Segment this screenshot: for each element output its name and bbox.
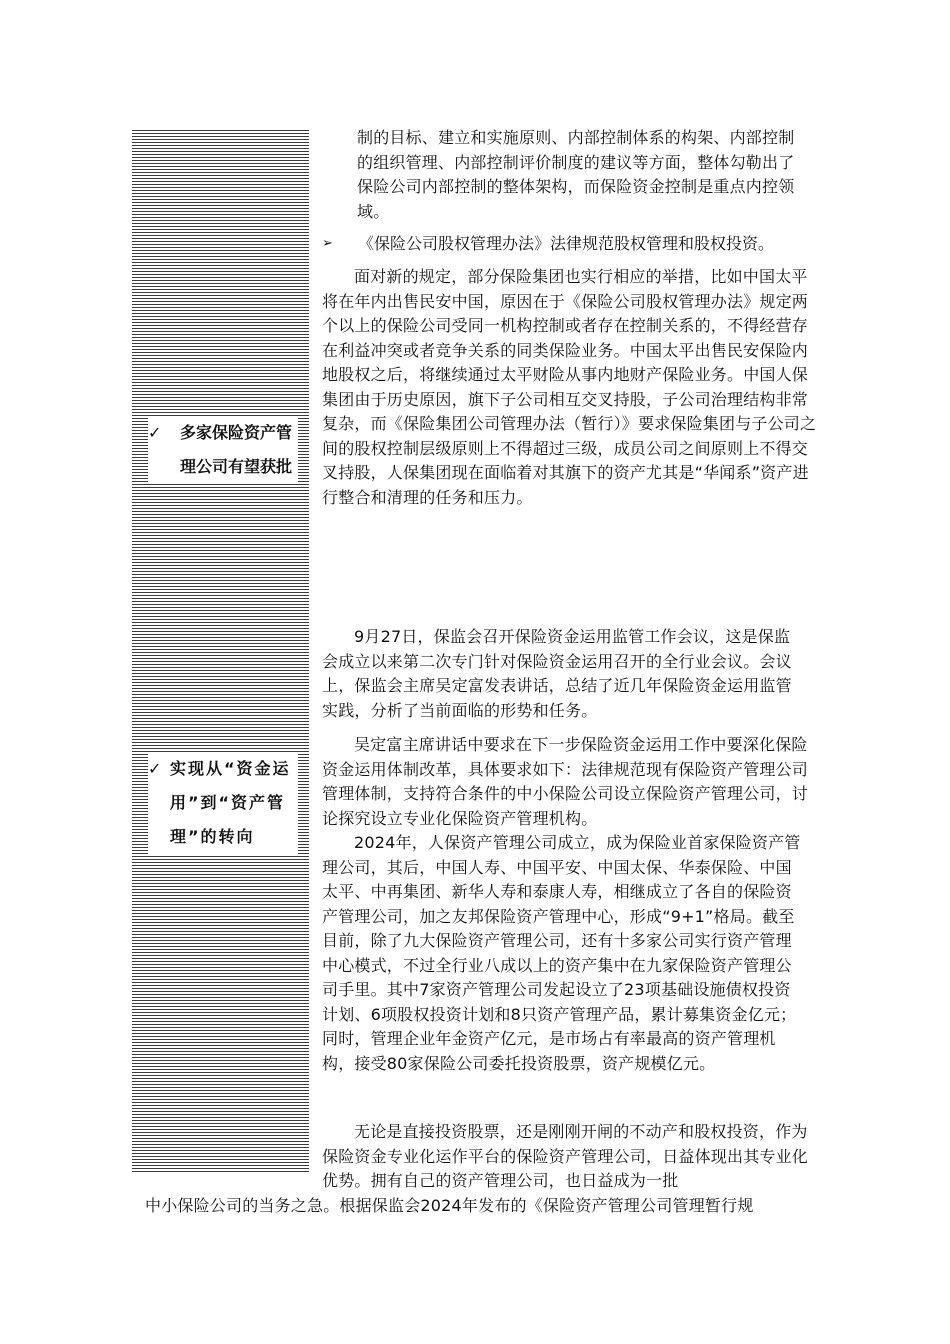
sidebar-heading: ✓ 多家保险资产管理公司有望获批 [148, 416, 298, 484]
sidebar-hatched-panel [132, 130, 309, 1174]
paragraph: 吴定富主席讲话中要求在下一步保险资金运用工作中要深化保险资金运用体制改革，具体要求如下：法律规范现有保险资产管理公司管理体制，支持符合条件的中小保险公司设立保险资产管理公司，讨论探究设立专业化保险资产管理机构。 [322, 735, 809, 828]
sidebar-heading: ✓ 实现从“资金运用”到“资产管理”的转向 [148, 752, 298, 854]
paragraph: 制的目标、建立和实施原则、内部控制体系的构架、内部控制的组织管理、内部控制评价制度的建议等方面，整体勾勒出了保险公司内部控制的整体架构，而保险资金控制是重点内控领域。 [357, 128, 795, 221]
checkmark-icon: ✓ [148, 423, 162, 442]
paragraph: 9月27日，保监会召开保险资金运用监管工作会议，这是保监会成立以来第二次专门针对保险资金运用召开的全行业会议。会议上，保监会主席吴定富发表讲话，总结了近几年保险资金运用监管实践，分析了当前面临的形势和任务。 [322, 627, 792, 720]
bullet-item: ➢ 《保险公司股权管理办法》法律规范股权管理和股权投资。 [322, 232, 774, 256]
paragraph: 2024年，人保资产管理公司成立，成为保险业首家保险资产管理公司，其后，中国人寿、中国平安、中国太保、华泰保险、中国太平、中再集团、新华人寿和泰康人寿，相继成立了各自的保险资产管理公司，加之友邦保险资产管理中心，形成“9+1”格局。截至目前，除了九大保险资产管理公司，还有十多家公司实行资产管理中心模式，不过全行业八成以上的资产集中在九家保险资产管理公司手里。其中7家资产管理公司发起设立了23项基础设施债权投资计划、6项股权投资计划和8只资产管理产品，累计募集资金亿元；同时，管理企业年金资产亿元，是市场占有率最高的资产管理机构，接受80家保险公司委托投资股票，资产规模亿元。 [322, 833, 801, 1073]
arrow-bullet-icon: ➢ [322, 236, 333, 251]
paragraph: 无论是直接投资股票，还是刚刚开闸的不动产和股权投资，作为保险资金专业化运作平台的保险资产管理公司，日益体现出其专业化优势。拥有自己的资产管理公司，也日益成为一批 [322, 1122, 809, 1190]
paragraph: 面对新的规定，部分保险集团也实行相应的举措，比如中国太平将在年内出售民安中国，原因在于《保险公司股权管理办法》规定两个以上的保险公司受同一机构控制或者存在控制关系的，不得经营存在利益冲突或者竞争关系的同类保险业务。中国太平出售民安保险内地股权之后，将继续通过太平财险从事内地财产保险业务。中国人保集团由于历史原因，旗下子公司相互交叉持股，子公司治理结构非常复杂，而《保险集团公司管理办法（暂行）》要求保险集团与子公司之间的股权控制层级原则上不得超过三级，成员公司之间原则上不得交叉持股，人保集团现在面临着对其旗下的资产尤其是“华闻系”资产进行整合和清理的任务和压力。 [322, 267, 817, 507]
paragraph-continuation: 中小保险公司的当务之急。根据保监会2024年发布的《保险资产管理公司管理暂行规 [145, 1196, 754, 1215]
checkmark-icon: ✓ [148, 759, 162, 778]
